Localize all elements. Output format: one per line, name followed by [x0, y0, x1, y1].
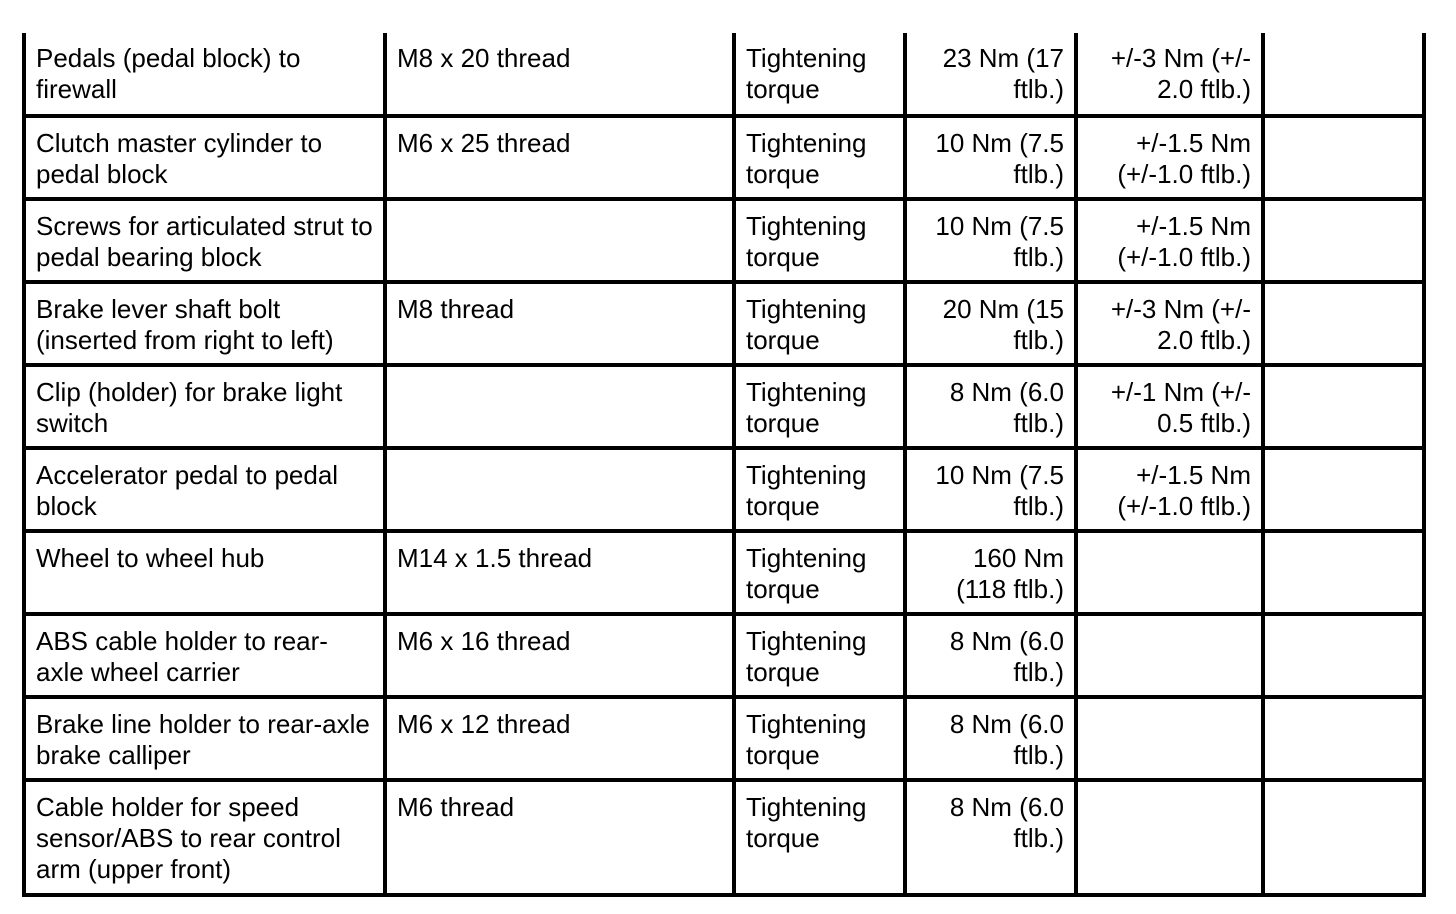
tolerance-cell: [1076, 531, 1263, 614]
tolerance-cell: [1076, 697, 1263, 780]
torque-value-cell: 8 Nm (6.0 ftlb.): [905, 614, 1076, 697]
tolerance-cell: [1076, 614, 1263, 697]
table-row: [24, 282, 1424, 365]
thread-cell: M8 thread: [385, 282, 734, 365]
spec-type-cell: Tightening torque: [734, 780, 905, 895]
thread-cell: M8 x 20 thread: [385, 33, 734, 116]
torque-value-cell: 23 Nm (17 ftlb.): [905, 33, 1076, 116]
note-cell: [1263, 448, 1424, 531]
component-cell: Brake line holder to rear-axle brake calliper: [24, 697, 385, 780]
tolerance-cell: +/-3 Nm (+/- 2.0 ftlb.): [1076, 282, 1263, 365]
component-cell: ABS cable holder to rear-axle wheel carrier: [24, 614, 385, 697]
component-cell: Brake lever shaft bolt (inserted from right to left): [24, 282, 385, 365]
torque-value-cell: 10 Nm (7.5 ftlb.): [905, 448, 1076, 531]
component-cell: Wheel to wheel hub: [24, 531, 385, 614]
thread-cell: M6 x 25 thread: [385, 116, 734, 199]
table-row: [24, 780, 1424, 895]
note-cell: [1263, 531, 1424, 614]
torque-value-cell: 8 Nm (6.0 ftlb.): [905, 697, 1076, 780]
tolerance-cell: +/-1.5 Nm (+/-1.0 ftlb.): [1076, 448, 1263, 531]
table-row: [24, 365, 1424, 448]
spec-type-cell: Tightening torque: [734, 614, 905, 697]
tolerance-cell: +/-1.5 Nm (+/-1.0 ftlb.): [1076, 116, 1263, 199]
thread-cell: [385, 448, 734, 531]
tolerance-cell: +/-3 Nm (+/- 2.0 ftlb.): [1076, 33, 1263, 116]
table-row: [24, 531, 1424, 614]
spec-type-cell: Tightening torque: [734, 531, 905, 614]
note-cell: [1263, 780, 1424, 895]
torque-spec-table: [22, 33, 1426, 897]
note-cell: [1263, 282, 1424, 365]
note-cell: [1263, 365, 1424, 448]
component-cell: Screws for articulated strut to pedal bearing block: [24, 199, 385, 282]
torque-value-cell: 20 Nm (15 ftlb.): [905, 282, 1076, 365]
torque-value-cell: 10 Nm (7.5 ftlb.): [905, 116, 1076, 199]
torque-value-cell: 8 Nm (6.0 ftlb.): [905, 365, 1076, 448]
table-row: [24, 697, 1424, 780]
thread-cell: M6 x 16 thread: [385, 614, 734, 697]
torque-value-cell: 160 Nm (118 ftlb.): [905, 531, 1076, 614]
thread-cell: M6 x 12 thread: [385, 697, 734, 780]
tolerance-cell: +/-1.5 Nm (+/-1.0 ftlb.): [1076, 199, 1263, 282]
table-row: [24, 33, 1424, 116]
spec-type-cell: Tightening torque: [734, 33, 905, 116]
component-cell: Accelerator pedal to pedal block: [24, 448, 385, 531]
note-cell: [1263, 33, 1424, 116]
note-cell: [1263, 614, 1424, 697]
component-cell: Pedals (pedal block) to firewall: [24, 33, 385, 116]
table-row: [24, 199, 1424, 282]
component-cell: Cable holder for speed sensor/ABS to rear control arm (upper front): [24, 780, 385, 895]
spec-type-cell: Tightening torque: [734, 199, 905, 282]
note-cell: [1263, 116, 1424, 199]
table-row: [24, 448, 1424, 531]
thread-cell: M6 thread: [385, 780, 734, 895]
note-cell: [1263, 697, 1424, 780]
component-cell: Clutch master cylinder to pedal block: [24, 116, 385, 199]
torque-value-cell: 10 Nm (7.5 ftlb.): [905, 199, 1076, 282]
spec-type-cell: Tightening torque: [734, 365, 905, 448]
spec-type-cell: Tightening torque: [734, 282, 905, 365]
table-row: [24, 614, 1424, 697]
torque-value-cell: 8 Nm (6.0 ftlb.): [905, 780, 1076, 895]
spec-type-cell: Tightening torque: [734, 448, 905, 531]
thread-cell: [385, 199, 734, 282]
thread-cell: [385, 365, 734, 448]
thread-cell: M14 x 1.5 thread: [385, 531, 734, 614]
torque-spec-body: [24, 33, 1424, 895]
note-cell: [1263, 199, 1424, 282]
tolerance-cell: +/-1 Nm (+/- 0.5 ftlb.): [1076, 365, 1263, 448]
tolerance-cell: [1076, 780, 1263, 895]
spec-type-cell: Tightening torque: [734, 697, 905, 780]
component-cell: Clip (holder) for brake light switch: [24, 365, 385, 448]
spec-type-cell: Tightening torque: [734, 116, 905, 199]
table-row: [24, 116, 1424, 199]
